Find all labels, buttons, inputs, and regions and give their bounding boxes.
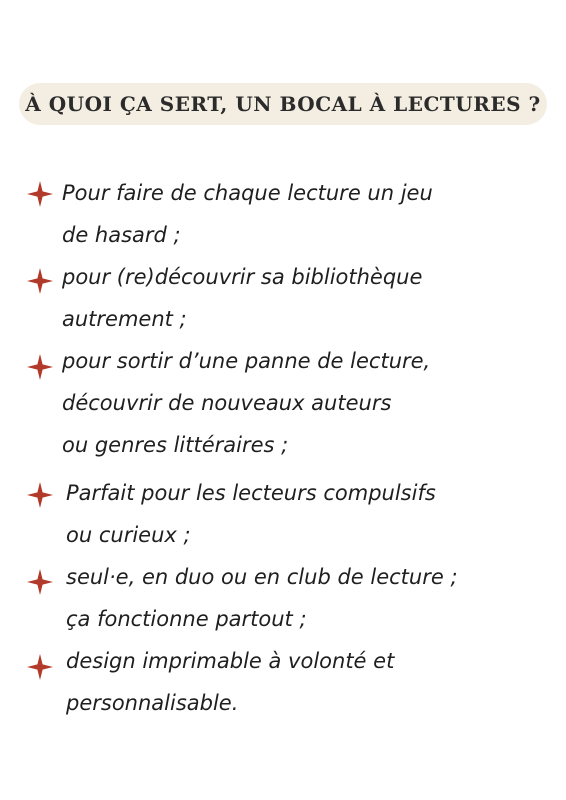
star-bullet-icon (27, 354, 53, 380)
list-item-text: pour (re)découvrir sa bibliothèque (62, 265, 423, 289)
list-item-text: Parfait pour les lecteurs compulsifs (66, 481, 436, 505)
page-title: À QUOI ÇA SERT, UN BOCAL À LECTURES ? (25, 92, 541, 116)
list-item-text: ça fonctionne partout ; (66, 607, 307, 631)
star-bullet-icon (27, 181, 53, 207)
list-item-text: ou curieux ; (66, 523, 191, 547)
list-item-text: pour sortir d’une panne de lecture, (62, 349, 431, 373)
list-item-text: seul·e, en duo ou en club de lecture ; (66, 565, 458, 589)
star-bullet-icon (27, 482, 53, 508)
star-bullet-icon (27, 268, 53, 294)
list-item-text: ou genres littéraires ; (62, 433, 289, 457)
list-item-text: de hasard ; (62, 223, 181, 247)
star-bullet-icon (27, 654, 53, 680)
list-item-text: personnalisable. (66, 691, 239, 715)
star-bullet-icon (27, 569, 53, 595)
list-item-text: design imprimable à volonté et (66, 649, 395, 673)
list-item-text: autrement ; (62, 307, 187, 331)
list-item-text: Pour faire de chaque lecture un jeu (62, 181, 433, 205)
list-item-text: découvrir de nouveaux auteurs (62, 391, 392, 415)
